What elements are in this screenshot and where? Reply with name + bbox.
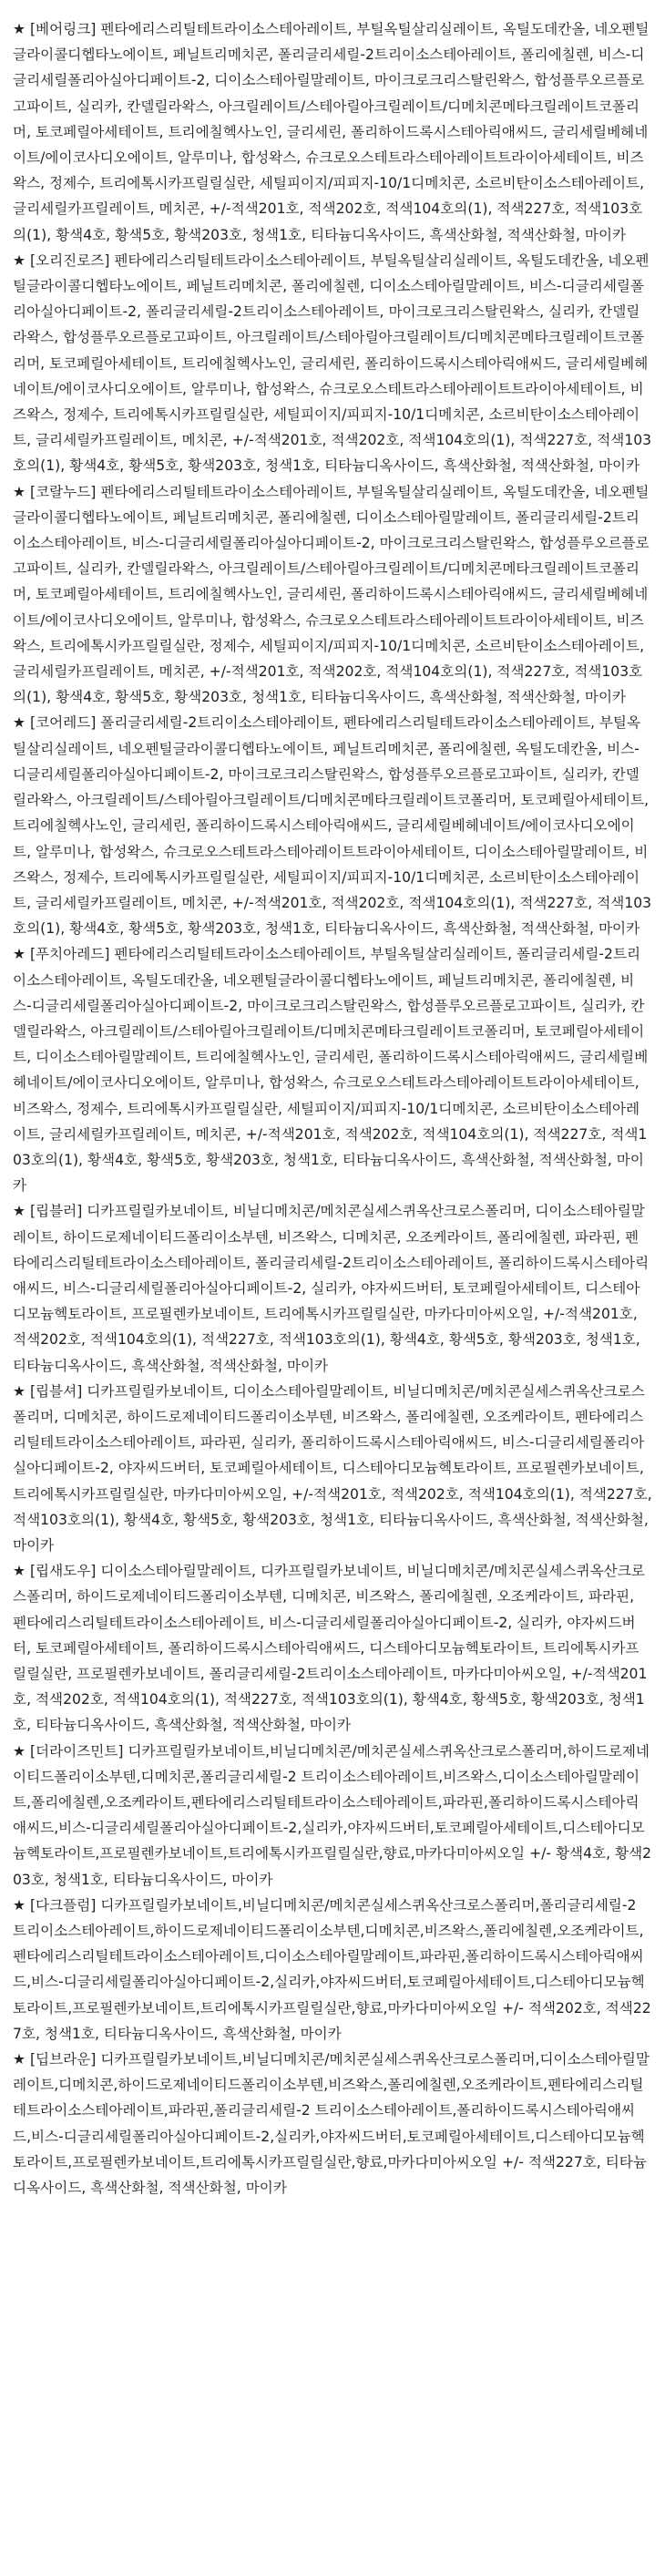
ingredient-entry (13, 1893, 652, 2047)
ingredient-list: 펜타에리스리틸테트라이소스테아레이트, 부틸옥틸살리실레이트, 옥틸도데칸올, 네오펜틸글라이콜디헵타노에이트, 페닐트리메치콘, 폴리에칠렌, 디이소스테아릴말레이트, 폴리글리세릴-2트리이소스테아레이트, 비스-디글리세릴폴리아실아디페이트-2, 마이크로크리스탈린왁스, 합성플루오르플로고파이트, 실리카, 칸델릴라왁스, 아크릴레이트/스테아릴아크릴레이트/디메치콘메타크릴레이트코폴리머, 토코페릴아세테이트, 트리에칠헥사노인, 글리세린, 폴리하이드록시스테아릭애씨드, 글리세릴베헤네이트/에이코사디오에이트, 알루미나, 합성왁스, 슈크로오스테트라스테아레이트트라이아세테이트, 비즈왁스, 트리에톡시카프릴릴실란, 정제수, 세틸피이지/피피지-10/1디메치콘, 소르비탄이소스테아레이트, 글리세릴카프릴레이트, 메치콘, +/-적색201호, 적색202호, 적색104호의(1), 적색227호, 적색103호의(1), 황색4호, 황색5호, 황색203호, 청색1호, 티타늄디옥사이드, 흑색산화철, 적색산화철, 마이카 (13, 483, 650, 706)
shade-name: [립블셔] (29, 1382, 83, 1400)
shade-name: [코랄누드] (29, 483, 97, 500)
ingredient-entry (13, 941, 652, 1198)
shade-name: [더라이즈민트] (29, 1742, 124, 1760)
ingredient-list: 디카프릴릴카보네이트,비닐디메치콘/메치콘실세스퀴옥산크로스폴리머,하이드로제네이티드폴리이소부텐,디메치콘,폴리글리세릴-2 트리이소스테아레이트,비즈왁스,디이소스테아릴말레이트,폴리에칠렌,오조케라이트,펜타에리스리틸테트라이소스테아레이트,파라핀,폴리하이드록시스테아릭애씨드,비스-디글리세릴폴리아실아디페이트-2,실리카,야자씨드버터,토코페릴아세테이트,디스테아디모늄헥토라이트,프로필렌카보네이트,트리에톡시카프릴릴실란,향료,마카다미아씨오일 +/- 황색4호, 황색203호, 청색1호, 티타늄디옥사이드, 마이카 (13, 1742, 652, 1888)
star-bullet-icon: ★ (13, 21, 30, 37)
ingredient-list: 펜타에리스리틸테트라이소스테아레이트, 부틸옥틸살리실레이트, 폴리글리세릴-2트리이소스테아레이트, 옥틸도데칸올, 네오펜틸글라이콜디헵타노에이트, 페닐트리메치콘, 폴리에칠렌, 비스-디글리세릴폴리아실아디페이트-2, 마이크로크리스탈린왁스, 합성플루오르플로고파이트, 실리카, 칸델릴라왁스, 아크릴레이트/스테아릴아크릴레이트/디메치콘메타크릴레이트코폴리머, 토코페릴아세테이트, 디이소스테아릴말레이트, 트리에칠헥사노인, 글리세린, 폴리하이드록시스테아릭애씨드, 글리세릴베헤네이트/에이코사디오에이트, 알루미나, 합성왁스, 슈크로오스테트라스테아레이트트라이아세테이트, 비즈왁스, 정제수, 트리에톡시카프릴릴실란, 세틸피이지/피피지-10/1디메치콘, 소르비탄이소스테아레이트, 글리세릴카프릴레이트, 메치콘, +/-적색201호, 적색202호, 적색104호의(1), 적색227호, 적색103호의(1), 황색4호, 황색5호, 황색203호, 청색1호, 티타늄디옥사이드, 흑색산화철, 적색산화철, 마이카 (13, 946, 649, 1195)
ingredient-list: 펜타에리스리틸테트라이소스테아레이트, 부틸옥틸살리실레이트, 옥틸도데칸올, 네오펜틸글라이콜디헵타노에이트, 페닐트리메치콘, 폴리에칠렌, 디이소스테아릴말레이트, 비스-디글리세릴폴리아실아디페이트-2, 폴리글리세릴-2트리이소스테아레이트, 마이크로크리스탈린왁스, 실리카, 칸델릴라왁스, 합성플루오르플로고파이트, 아크릴레이트/스테아릴아크릴레이트/디메치콘메타크릴레이트코폴리머, 토코페릴아세테이트, 트리에칠헥사노인, 글리세린, 폴리하이드록시스테아릭애씨드, 글리세릴베헤네이트/에이코사디오에이트, 알루미나, 합성왁스, 슈크로오스테트라스테아레이트트라이아세테이트, 비즈왁스, 정제수, 트리에톡시카프릴릴실란, 세틸피이지/피피지-10/1디메치콘, 소르비탄이소스테아레이트, 글리세릴카프릴레이트, 메치콘, +/-적색201호, 적색202호, 적색104호의(1), 적색227호, 적색103호의(1), 황색4호, 황색5호, 황색203호, 청색1호, 티타늄디옥사이드, 흑색산화철, 적색산화철, 마이카 (13, 251, 652, 475)
ingredient-entry (13, 2047, 652, 2201)
star-bullet-icon: ★ (13, 1563, 30, 1580)
shade-name: [코어레드] (29, 714, 97, 732)
ingredient-list: 펜타에리스리틸테트라이소스테아레이트, 부틸옥틸살리실레이트, 옥틸도데칸올, 네오펜틸글라이콜디헵타노에이트, 페닐트리메치콘, 폴리글리세릴-2트리이소스테아레이트, 폴리에칠렌, 비스-디글리세릴폴리아실아디페이트-2, 디이소스테아릴말레이트, 마이크로크리스탈린왁스, 합성플루오르플로고파이트, 실리카, 칸델릴라왁스, 아크릴레이트/스테아릴아크릴레이트/디메치콘메타크릴레이트코폴리머, 토코페릴아세테이트, 트리에칠헥사노인, 글리세린, 폴리하이드록시스테아릭애씨드, 글리세릴베헤네이트/에이코사디오에이트, 알루미나, 합성왁스, 슈크로오스테트라스테아레이트트라이아세테이트, 비즈왁스, 정제수, 트리에톡시카프릴릴실란, 세틸피이지/피피지-10/1디메치콘, 소르비탄이소스테아레이트, 글리세릴카프릴레이트, 메치콘, +/-적색201호, 적색202호, 적색104호의(1), 적색227호, 적색103호의(1), 황색4호, 황색5호, 황색203호, 청색1호, 티타늄디옥사이드, 흑색산화철, 적색산화철, 마이카 (13, 21, 650, 243)
star-bullet-icon: ★ (13, 251, 30, 269)
shade-name: [오리진로즈] (29, 251, 110, 269)
star-bullet-icon: ★ (13, 2051, 30, 2068)
ingredient-entry (13, 1739, 652, 1893)
ingredient-list: 디이소스테아릴말레이트, 디카프릴릴카보네이트, 비닐디메치콘/메치콘실세스퀴옥산크로스폴리머, 하이드로제네이티드폴리이소부텐, 디메치콘, 비즈왁스, 폴리에칠렌, 오조케라이트, 파라핀, 펜타에리스리틸테트라이소스테아레이트, 비스-디글리세릴폴리아실아디페이트-2, 실리카, 야자씨드버터, 토코페릴아세테이트, 폴리하이드록시스테아릭애씨드, 디스테아디모늄헥토라이트, 트리에톡시카프릴릴실란, 프로필렌카보네이트, 폴리글리세릴-2트리이소스테아레이트, 마카다미아씨오일, +/-적색201호, 적색202호, 적색104호의(1), 적색227호, 적색103호의(1), 황색4호, 황색5호, 황색203호, 청색1호, 티타늄디옥사이드, 흑색산화철, 적색산화철, 마이카 (13, 1563, 648, 1734)
ingredient-list: 폴리글리세릴-2트리이소스테아레이트, 펜타에리스리틸테트라이소스테아레이트, 부틸옥틸살리실레이트, 네오펜틸글라이콜디헵타노에이트, 페닐트리메치콘, 폴리에칠렌, 옥틸도데칸올, 비스-디글리세릴폴리아실아디페이트-2, 마이크로크리스탈린왁스, 합성플루오르플로고파이트, 실리카, 칸델릴라왁스, 아크릴레이트/스테아릴아크릴레이트/디메치콘메타크릴레이트코폴리머, 토코페릴아세테이트, 트리에칠헥사노인, 글리세린, 폴리하이드록시스테아릭애씨드, 글리세릴베헤네이트/에이코사디오에이트, 알루미나, 합성왁스, 슈크로오스테트라스테아레이트트라이아세테이트, 디이소스테아릴말레이트, 비즈왁스, 정제수, 트리에톡시카프릴릴실란, 세틸피이지/피피지-10/1디메치콘, 소르비탄이소스테아레이트, 글리세릴카프릴레이트, 메치콘, +/-적색201호, 적색202호, 적색104호의(1), 적색227호, 적색103호의(1), 황색4호, 황색5호, 황색203호, 청색1호, 티타늄디옥사이드, 흑색산화철, 적색산화철, 마이카 (13, 714, 652, 938)
star-bullet-icon: ★ (13, 1742, 30, 1760)
ingredient-list: 디카프릴릴카보네이트,비닐디메치콘/메치콘실세스퀴옥산크로스폴리머,디이소스테아릴말레이트,디메치콘,하이드로제네이티드폴리이소부텐,비즈왁스,폴리에칠렌,오조케라이트,펜타에리스리틸테트라이소스테아레이트,파라핀,폴리글리세릴-2 트리이소스테아레이트,폴리하이드록시스테아릭애씨드,비스-디글리세릴폴리아실아디페이트-2,실리카,야자씨드버터,토코페릴아세테이트,디스테아디모늄헥토라이트,프로필렌카보네이트,트리에톡시카프릴릴실란,향료,마카다미아씨오일 +/- 적색227호, 티타늄디옥사이드, 흑색산화철, 적색산화철, 마이카 (13, 2051, 650, 2197)
star-bullet-icon: ★ (13, 946, 30, 963)
ingredient-entry (13, 710, 652, 941)
shade-name: [푸치아레드] (29, 946, 110, 963)
shade-name: [립블러] (29, 1203, 83, 1220)
ingredient-entry (13, 1379, 652, 1558)
ingredient-entry (13, 16, 652, 248)
shade-name: [베어링크] (29, 21, 97, 37)
star-bullet-icon: ★ (13, 483, 30, 500)
ingredient-entry (13, 248, 652, 479)
star-bullet-icon: ★ (13, 714, 30, 732)
shade-name: [립새도우] (29, 1563, 97, 1580)
shade-name: [다크플럼] (29, 1896, 97, 1914)
ingredient-entry (13, 479, 652, 711)
shade-name: [딥브라운] (29, 2051, 97, 2068)
star-bullet-icon: ★ (13, 1203, 30, 1220)
ingredient-list: 디카프릴릴카보네이트, 디이소스테아릴말레이트, 비닐디메치콘/메치콘실세스퀴옥산크로스폴리머, 디메치콘, 하이드로제네이티드폴리이소부텐, 비즈왁스, 폴리에칠렌, 오조케라이트, 펜타에리스리틸테트라이소스테아레이트, 파라핀, 실리카, 폴리하이드록시스테아릭애씨드, 비스-디글리세릴폴리아실아디페이트-2, 야자씨드버터, 토코페릴아세테이트, 디스테아디모늄헥토라이트, 프로필렌카보네이트, 트리에톡시카프릴릴실란, 마카다미아씨오일, +/-적색201호, 적색202호, 적색104호의(1), 적색227호, 적색103호의(1), 황색4호, 황색5호, 황색203호, 청색1호, 티타늄디옥사이드, 흑색산화철, 적색산화철, 마이카 (13, 1382, 652, 1554)
ingredient-list: 디카프릴릴카보네이트,비닐디메치콘/메치콘실세스퀴옥산크로스폴리머,폴리글리세릴-2 트리이소스테아레이트,하이드로제네이티드폴리이소부텐,디메치콘,비즈왁스,폴리에칠렌,오조케라이트,펜타에리스리틸테트라이소스테아레이트,디이소스테아릴말레이트,파라핀,폴리하이드록시스테아릭애씨드,비스-디글리세릴폴리아실아디페이트-2,실리카,야자씨드버터,토코페릴아세테이트,디스테아디모늄헥토라이트,프로필렌카보네이트,트리에톡시카프릴릴실란,향료,마카다미아씨오일 +/- 적색202호, 적색227호, 청색1호, 티타늄디옥사이드, 흑색산화철, 마이카 (13, 1896, 651, 2042)
star-bullet-icon: ★ (13, 1382, 30, 1400)
ingredient-entry (13, 1198, 652, 1378)
star-bullet-icon: ★ (13, 1896, 30, 1914)
ingredient-entry (13, 1558, 652, 1738)
ingredient-list: 디카프릴릴카보네이트, 비닐디메치콘/메치콘실세스퀴옥산크로스폴리머, 디이소스테아릴말레이트, 하이드로제네이티드폴리이소부텐, 비즈왁스, 디메치콘, 오조케라이트, 폴리에칠렌, 파라핀, 펜타에리스리틸테트라이소스테아레이트, 폴리글리세릴-2트리이소스테아레이트, 폴리하이드록시스테아릭애씨드, 비스-디글리세릴폴리아실아디페이트-2, 실리카, 야자씨드버터, 토코페릴아세테이트, 디스테아디모늄헥토라이트, 프로필렌카보네이트, 트리에톡시카프릴릴실란, 마카다미아씨오일, +/-적색201호, 적색202호, 적색104호의(1), 적색227호, 적색103호의(1), 황색4호, 황색5호, 황색203호, 청색1호, 티타늄디옥사이드, 흑색산화철, 적색산화철, 마이카 (13, 1203, 650, 1374)
